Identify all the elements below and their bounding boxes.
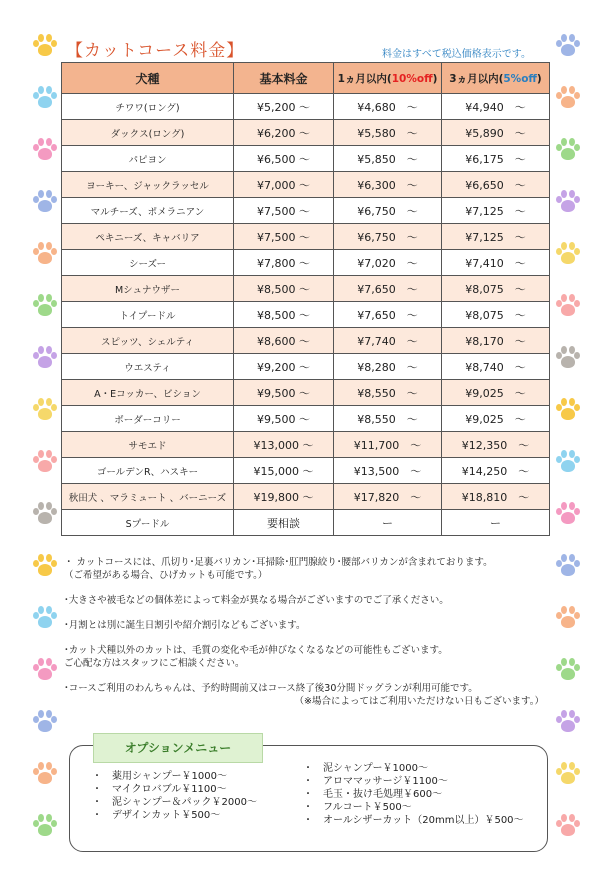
option-item: ・ 泥シャンプー＆パック￥2000～ bbox=[92, 797, 257, 808]
price-table-header bbox=[62, 63, 550, 94]
breed-cell: マルチーズ、ポメラニアン bbox=[62, 198, 234, 224]
base-price-cell: ¥5,200 ～ bbox=[234, 94, 334, 120]
1month-price-cell: ¥6,750 ～ bbox=[334, 198, 442, 224]
paw-icon bbox=[33, 86, 57, 110]
base-price-cell: ¥7,800 ～ bbox=[234, 250, 334, 276]
3month-price-cell: ¥7,125 ～ bbox=[442, 224, 550, 250]
1month-price-cell: ¥7,020 ～ bbox=[334, 250, 442, 276]
base-price-cell: ¥15,000 ～ bbox=[234, 458, 334, 484]
table-row bbox=[62, 276, 550, 302]
paw-icon bbox=[33, 34, 57, 58]
base-price-cell: ¥6,500 ～ bbox=[234, 146, 334, 172]
paw-icon bbox=[556, 450, 580, 474]
base-price-cell: ¥8,500 ～ bbox=[234, 302, 334, 328]
paw-icon bbox=[556, 814, 580, 838]
3month-price-cell: ¥12,350 ～ bbox=[442, 432, 550, 458]
breed-cell: Sプードル bbox=[62, 510, 234, 536]
paw-icon bbox=[556, 138, 580, 162]
note-paragraph bbox=[64, 682, 564, 695]
table-row bbox=[62, 432, 550, 458]
option-item: ・ 毛玉・抜け毛処理￥600～ bbox=[303, 789, 443, 800]
note-line: ･カット犬種以外のカットは、毛質の変化や毛が伸びなくなるなどの可能性もございます。 bbox=[64, 645, 448, 656]
option-item: ・ 薬用シャンプー￥1000～ bbox=[92, 771, 227, 782]
note-line: ご心配な方はスタッフにご相談ください。 bbox=[64, 658, 245, 669]
3month-price-cell: ¥5,890 ～ bbox=[442, 120, 550, 146]
base-price-cell: ¥9,200 ～ bbox=[234, 354, 334, 380]
1month-price-cell: ¥7,650 ～ bbox=[334, 302, 442, 328]
breed-cell: 秋田犬 、マラミュート 、バーニーズ bbox=[62, 484, 234, 510]
note-line: （ご希望がある場合、ひげカットも可能です。） bbox=[64, 570, 268, 581]
1month-price-cell: ¥5,850 ～ bbox=[334, 146, 442, 172]
option-item: ・ フルコート￥500～ bbox=[303, 802, 412, 813]
table-row bbox=[62, 224, 550, 250]
3month-price-cell: ¥6,650 ～ bbox=[442, 172, 550, 198]
1month-price-cell: ¥7,740 ～ bbox=[334, 328, 442, 354]
breed-cell: ヨーキー、ジャックラッセル bbox=[62, 172, 234, 198]
paw-icon bbox=[556, 294, 580, 318]
table-row bbox=[62, 94, 550, 120]
note-paragraph bbox=[64, 556, 564, 582]
table-row bbox=[62, 198, 550, 224]
1month-price-cell: ¥8,550 ～ bbox=[334, 406, 442, 432]
3month-price-cell: ¥14,250 ～ bbox=[442, 458, 550, 484]
paw-icon bbox=[33, 242, 57, 266]
base-price-cell: ¥13,000 ～ bbox=[234, 432, 334, 458]
paw-icon bbox=[556, 242, 580, 266]
base-price-cell: ¥6,200 ～ bbox=[234, 120, 334, 146]
note-line: ･月割とは別に誕生日割引や紹介割引などもございます。 bbox=[64, 620, 306, 631]
paw-icon bbox=[33, 658, 57, 682]
table-row bbox=[62, 172, 550, 198]
breed-cell: ボーダーコリー bbox=[62, 406, 234, 432]
1month-price-cell: ¥5,580 ～ bbox=[334, 120, 442, 146]
option-item: ・ アロママッサージ￥1100～ bbox=[303, 776, 448, 787]
options-title: オプションメニュー bbox=[93, 733, 263, 763]
table-row bbox=[62, 328, 550, 354]
1month-price-cell: ¥4,680 ～ bbox=[334, 94, 442, 120]
paw-icon bbox=[556, 502, 580, 526]
3month-price-cell: ¥8,075 ～ bbox=[442, 302, 550, 328]
3month-price-cell: ¥8,075 ～ bbox=[442, 276, 550, 302]
3month-price-cell: ¥4,940 ～ bbox=[442, 94, 550, 120]
breed-cell: チワワ(ロング) bbox=[62, 94, 234, 120]
paw-icon bbox=[33, 554, 57, 578]
notes-section bbox=[64, 556, 564, 708]
paw-icon bbox=[556, 190, 580, 214]
paw-icon bbox=[33, 762, 57, 786]
table-row bbox=[62, 484, 550, 510]
3month-price-cell: ¥9,025 ～ bbox=[442, 380, 550, 406]
header-breed: 犬種 bbox=[62, 63, 234, 94]
3month-price-cell: ¥18,810 ～ bbox=[442, 484, 550, 510]
option-item: ・ 泥シャンプー￥1000～ bbox=[303, 763, 428, 774]
1month-price-cell: ¥17,820 ～ bbox=[334, 484, 442, 510]
note-paragraph bbox=[64, 594, 564, 607]
header-1month: 1ヵ月以内(10%off) bbox=[334, 63, 442, 94]
options-left-list bbox=[92, 770, 257, 822]
tax-note: 料金はすべて税込価格表示です。 bbox=[382, 49, 531, 60]
3month-price-cell: ¥8,170 ～ bbox=[442, 328, 550, 354]
base-price-cell: ¥9,500 ～ bbox=[234, 380, 334, 406]
option-item: ・ オールシザーカット（20mm以上）￥500～ bbox=[303, 815, 524, 826]
paw-icon bbox=[33, 346, 57, 370]
table-row bbox=[62, 458, 550, 484]
breed-cell: A・Eコッカー、ビション bbox=[62, 380, 234, 406]
notes-footnote: （※場合によってはご利用いただけない日もございます。） bbox=[294, 696, 544, 707]
base-price-cell: ¥8,500 ～ bbox=[234, 276, 334, 302]
paw-icon bbox=[556, 346, 580, 370]
paw-icon bbox=[33, 814, 57, 838]
table-row bbox=[62, 302, 550, 328]
paw-icon bbox=[33, 606, 57, 630]
breed-cell: トイプードル bbox=[62, 302, 234, 328]
paw-icon bbox=[556, 762, 580, 786]
breed-cell: ウエスティ bbox=[62, 354, 234, 380]
breed-cell: ゴールデンR、ハスキー bbox=[62, 458, 234, 484]
paw-icon bbox=[33, 398, 57, 422]
breed-cell: Mシュナウザー bbox=[62, 276, 234, 302]
header-3month: 3ヵ月以内(5%off) bbox=[442, 63, 550, 94]
header-base-price: 基本料金 bbox=[234, 63, 334, 94]
table-row bbox=[62, 250, 550, 276]
1month-price-cell: ¥8,280 ～ bbox=[334, 354, 442, 380]
discount-5-badge: 5%off bbox=[503, 72, 537, 85]
base-price-cell: ¥19,800 ～ bbox=[234, 484, 334, 510]
paw-icon bbox=[33, 138, 57, 162]
note-paragraph bbox=[64, 619, 564, 632]
option-item: ・ デザインカット￥500～ bbox=[92, 810, 221, 821]
base-price-cell: ¥8,600 ～ bbox=[234, 328, 334, 354]
1month-price-cell: ー bbox=[334, 510, 442, 536]
options-right-list bbox=[303, 762, 524, 827]
base-price-cell: ¥7,500 ～ bbox=[234, 198, 334, 224]
page-title: 【カットコース料金】 bbox=[66, 41, 245, 61]
option-item: ・ マイクロバブル￥1100～ bbox=[92, 784, 227, 795]
table-row bbox=[62, 406, 550, 432]
base-price-cell: ¥9,500 ～ bbox=[234, 406, 334, 432]
1month-price-cell: ¥6,750 ～ bbox=[334, 224, 442, 250]
note-paragraph bbox=[64, 644, 564, 670]
paw-icon bbox=[33, 502, 57, 526]
1month-price-cell: ¥8,550 ～ bbox=[334, 380, 442, 406]
3month-price-cell: ¥6,175 ～ bbox=[442, 146, 550, 172]
discount-10-badge: 10%off bbox=[391, 72, 433, 85]
paw-icon bbox=[556, 710, 580, 734]
breed-cell: パピヨン bbox=[62, 146, 234, 172]
base-price-cell: ¥7,500 ～ bbox=[234, 224, 334, 250]
note-line: ･大きさや被毛などの個体差によって料金が異なる場合がございますのでご了承ください。 bbox=[64, 595, 449, 606]
table-row bbox=[62, 146, 550, 172]
breed-cell: ペキニーズ、キャバリア bbox=[62, 224, 234, 250]
table-row bbox=[62, 510, 550, 536]
base-price-cell: 要相談 bbox=[234, 510, 334, 536]
breed-cell: スピッツ、シェルティ bbox=[62, 328, 234, 354]
table-row bbox=[62, 354, 550, 380]
1month-price-cell: ¥7,650 ～ bbox=[334, 276, 442, 302]
paw-icon bbox=[33, 190, 57, 214]
note-line: ･コースご利用のわんちゃんは、予約時間前又はコース終了後30分間ドッグランが利用可能です。 bbox=[64, 683, 478, 694]
3month-price-cell: ー bbox=[442, 510, 550, 536]
table-row bbox=[62, 120, 550, 146]
breed-cell: サモエド bbox=[62, 432, 234, 458]
paw-icon bbox=[556, 34, 580, 58]
1month-price-cell: ¥11,700 ～ bbox=[334, 432, 442, 458]
table-row bbox=[62, 380, 550, 406]
paw-icon bbox=[33, 294, 57, 318]
paw-icon bbox=[556, 398, 580, 422]
price-table bbox=[61, 62, 550, 536]
breed-cell: シーズー bbox=[62, 250, 234, 276]
1month-price-cell: ¥6,300 ～ bbox=[334, 172, 442, 198]
base-price-cell: ¥7,000 ～ bbox=[234, 172, 334, 198]
3month-price-cell: ¥7,125 ～ bbox=[442, 198, 550, 224]
1month-price-cell: ¥13,500 ～ bbox=[334, 458, 442, 484]
3month-price-cell: ¥7,410 ～ bbox=[442, 250, 550, 276]
3month-price-cell: ¥9,025 ～ bbox=[442, 406, 550, 432]
note-line: ・ カットコースには、爪切り･足裏バリカン･耳掃除･肛門腺絞り･腰部バリカンが含まれております。 bbox=[64, 557, 493, 568]
3month-price-cell: ¥8,740 ～ bbox=[442, 354, 550, 380]
paw-icon bbox=[33, 710, 57, 734]
breed-cell: ダックス(ロング) bbox=[62, 120, 234, 146]
paw-icon bbox=[556, 86, 580, 110]
paw-icon bbox=[33, 450, 57, 474]
